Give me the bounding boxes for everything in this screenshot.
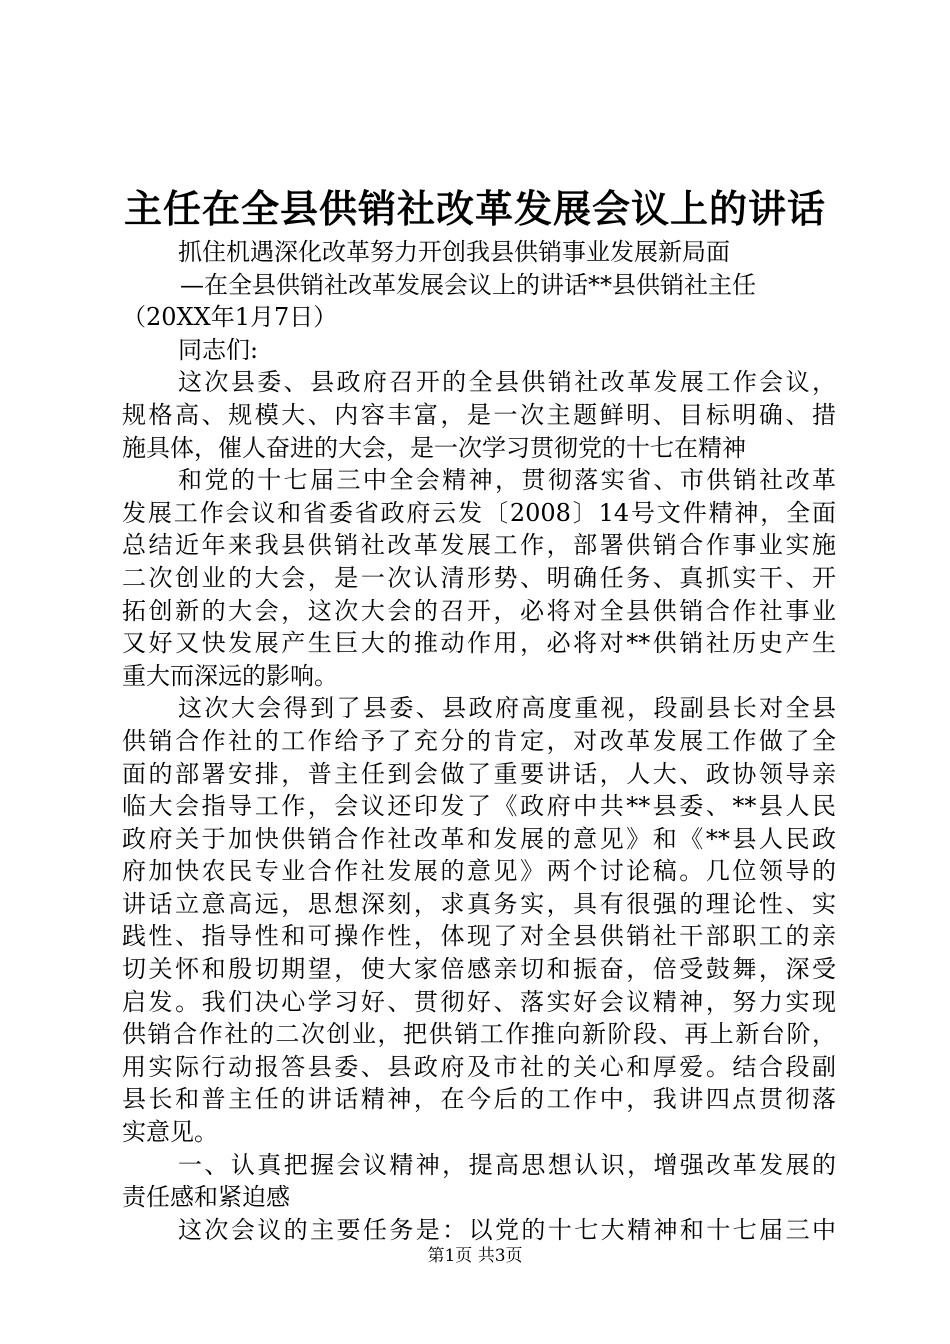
document-title: 主任在全县供销社改革发展会议上的讲话 <box>123 187 826 231</box>
paragraph-line: 拓创新的大会，这次大会的召开，必将对全县供销合作社事业 <box>122 596 836 625</box>
paragraph-line: 用实际行动报答县委、县政府及市社的关心和厚爱。结合段副 <box>122 1052 836 1081</box>
paragraph-line: 这次大会得到了县委、县政府高度重视，段副县长对全县 <box>178 694 836 723</box>
paragraph-line: 实意见。 <box>122 1118 218 1147</box>
paragraph-line: 切关怀和殷切期望，使大家倍感亲切和振奋，倍受鼓舞，深受 <box>122 955 836 984</box>
section-heading-line: 一、认真把握会议精神，提高思想认识，增强改革发展的 <box>178 1150 836 1179</box>
paragraph-line: 施具体，催人奋进的大会，是一次学习贯彻党的十七在精神 <box>122 433 746 462</box>
paragraph-line: 又好又快发展产生巨大的推动作用，必将对**供销社历史产生 <box>122 629 836 658</box>
paragraph-line: 府加快农民专业合作社发展的意见》两个讨论稿。几位领导的 <box>122 857 836 886</box>
subtitle-line: 抓住机遇深化改革努力开创我县供销事业发展新局面 <box>178 238 730 266</box>
paragraph-line: 县长和普主任的讲话精神，在今后的工作中，我讲四点贯彻落 <box>122 1085 836 1114</box>
paragraph-line: 二次创业的大会，是一次认清形势、明确任务、真抓实干、开 <box>122 563 836 592</box>
paragraph-line: 政府关于加快供销合作社改革和发展的意见》和《**县人民政 <box>122 824 836 853</box>
paragraph-line: 总结近年来我县供销社改革发展工作，部署供销合作事业实施 <box>122 531 836 560</box>
section-heading-line: 责任感和紧迫感 <box>122 1183 290 1212</box>
document-body <box>122 236 836 1246</box>
paragraph-line: 供销合作社的二次创业，把供销工作推向新阶段、再上新台阶， <box>122 1020 836 1049</box>
salutation-line: 同志们: <box>178 335 259 364</box>
paragraph-line: 供销合作社的工作给予了充分的肯定，对改革发展工作做了全 <box>122 726 836 755</box>
date-line: （20XX年1月7日） <box>122 303 338 332</box>
page-footer: 第1页 共3页 <box>427 1246 523 1266</box>
paragraph-line: 临大会指导工作，会议还印发了《政府中共**县委、**县人民 <box>122 792 836 821</box>
paragraph-line: 规格高、规模大、内容丰富，是一次主题鲜明、目标明确、措 <box>122 400 836 429</box>
paragraph-line: 和党的十七届三中全会精神，贯彻落实省、市供销社改革 <box>178 466 836 495</box>
paragraph-line: 这次会议的主要任务是：以党的十七大精神和十七届三中 <box>178 1215 836 1244</box>
paragraph-line: 这次县委、县政府召开的全县供销社改革发展工作会议， <box>178 368 836 397</box>
paragraph-line: 发展工作会议和省委省政府云发〔2008〕14号文件精神，全面 <box>122 498 836 527</box>
paragraph-line: 践性、指导性和可操作性，体现了对全县供销社干部职工的亲 <box>122 922 836 951</box>
paragraph-line: 讲话立意高远，思想深刻，求真务实，具有很强的理论性、实 <box>122 889 836 918</box>
paragraph-line: 面的部署安排，普主任到会做了重要讲话，人大、政协领导亲 <box>122 759 836 788</box>
paragraph-line: 启发。我们决心学习好、贯彻好、落实好会议精神，努力实现 <box>122 987 836 1016</box>
subtitle-speaker-line: —在全县供销社改革发展会议上的讲话**县供销社主任 <box>180 270 756 299</box>
paragraph-line: 重大而深远的影响。 <box>122 661 338 690</box>
